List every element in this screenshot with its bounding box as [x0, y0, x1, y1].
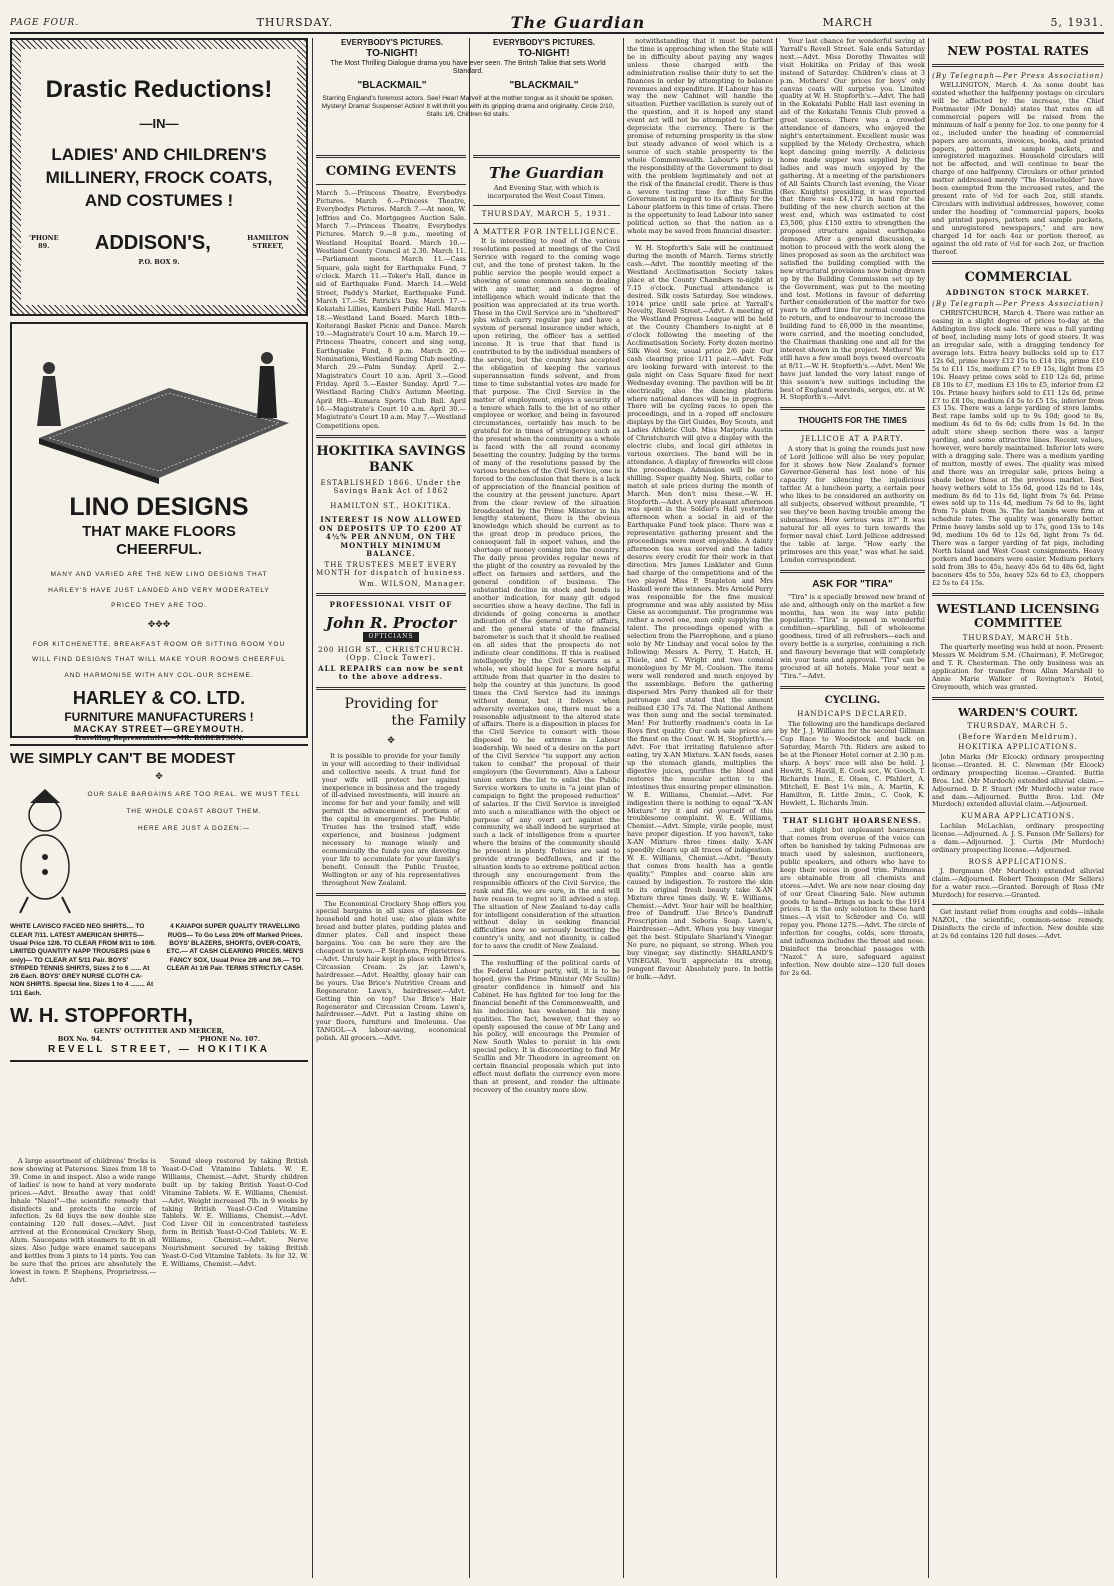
- header-date: 5, 1931.: [1050, 16, 1104, 30]
- header-month: MARCH: [822, 16, 874, 30]
- thoughts-title: THOUGHTS FOR THE TIMES: [798, 416, 907, 426]
- cycling-title: CYCLING.: [824, 694, 881, 706]
- addison-name: ADDISON'S,: [94, 231, 211, 254]
- lino-subhead: THAT MAKE FLOORS: [82, 522, 236, 540]
- addison-body: LADIES' AND CHILDREN'S MILLINERY, FROCK COATS, AND COSTUMES !: [45, 145, 273, 210]
- savings-bank-est: ESTABLISHED 1866. Under the Savings Bank Act of 1862: [320, 478, 462, 496]
- col1-notes: [10, 1158, 308, 1288]
- lino-text-1: MANY AND VARIED ARE THE NEW LINO DESIGNS THAT HARLEY'S HAVE JUST LANDED AND VERY MODERATELY PRICED THEY ARE TOO.: [48, 571, 270, 610]
- figure-man-head: [261, 352, 273, 364]
- cycling-body: The following are the handicaps declared by Mr J. J. Williams for the second Gillman Cup Race to Woodstock and back on Saturday, March 7th. Riders are asked to be at the Pioneer Hotel corner at 2.30 p.m. sharp. A boys' race will also be held. J. Hewitt, S. Havill, E. Cook scr., W. Gooch, T. Richards 1min., E. Olsen, C. Pfahlert, A. Mitchell, E. Best 1¼ min., A. Martin, K. Hamilton, R. Little 2min., C. Cook, K. Hewlett, L. Richards 3min.: [780, 719, 925, 807]
- warden-kumara-heading: KUMARA APPLICATIONS.: [961, 812, 1075, 821]
- clown-figure: [10, 787, 80, 917]
- editorial-dateline: THURSDAY, MARCH 5, 1931.: [481, 210, 612, 219]
- stopforth-phone: 'PHONE No. 107.: [197, 1035, 261, 1044]
- thoughts-heading: JELLICOE AT A PARTY.: [801, 435, 904, 444]
- page-number: PAGE FOUR.: [10, 17, 80, 28]
- lino-subhead-2: CHEERFUL.: [116, 540, 202, 558]
- family-title-1: Providing for: [344, 695, 438, 712]
- addison-title: Drastic Reductions!: [45, 76, 273, 103]
- harley-rep: Travelling Representative:—MR. ROBERTSON.: [74, 734, 244, 743]
- stock-market-body: CHRISTCHURCH, March 4. There was rather an easing in a slight degree of prices to-day at the Addington live stock sale. There was a full yarding of beef, including many lots of good steers. It was an irregular sale, with a dragging tendency for average lots. Extra heavy bullocks sold up to £17 12s 6d, prime heavy £12 15s to £14 10s, prime £10 5s to £11 15s, medium £7 to £9 15s, light from £5 10s. Heavy prime cows sold to £10 12s 6d, prime £8 10s to £7, medium £3 10s to £5, inferior from £2 10s. Prime heavy heifers sold to £11 12s 6d, prime £7 to £8 10s, medium £4 5s to £5 15s, inferior from £3 15s. There was a large yarding of store lambs. Best rape lambs sold up to 9s 10d; good to 8s, medium 4s 6d to 6s 6d; culls from 1s 6d. In the adult store sheep section there was a larger yarding, and some attractive lines. Recent values, however, were barely maintained. Inferior lots were with a dragging sale. There was a medium yarding of mutton, mostly of ewes. The quality was mixed and there was an irregular sale, prices being a shade below those at the previous market. Best heavy wethers sold to 15s 6d, good 12s 6d to 14s, medium 8s 6d to 11s 6d, light from 7s 6d. Prime ewes sold up to 11s 4d, medium 7s 6d to 9s, light from 7s plain from 3s. The fat lambs were firm at schedule rates. The quality was generally better. Prime heavy lambs sold up to 17s, good 13s to 14s 9d, medium 10s 6d to 12s 6d, light from 7s 6d. There was a larger yarding of fat pigs, including North Island and West Coast consignments. Heavy porkers and baconers were easier. Medium porkers sold from 38s to 45s, heavy 45s 6d to 48s 6d, light baconers 45s to 55s, heavy 52s 6d to £3, choppers £2 5s to £4 15s.: [932, 309, 1104, 587]
- header-day: THURSDAY.: [256, 16, 334, 30]
- postal-title: NEW POSTAL RATES: [947, 44, 1089, 58]
- proctor-repairs: ALL REPAIRS can now be sent to the above address.: [318, 663, 464, 682]
- pictures-tonight: TO-NIGHT!: [366, 47, 418, 59]
- stopforth-trade: GENTS' OUTFITTER AND MERCER,: [93, 1027, 225, 1036]
- addison-street-2: STREET,: [252, 242, 284, 251]
- pictures-tonight-2: TO-NIGHT!: [518, 47, 570, 59]
- stopforth-dozen: HERE ARE JUST A DOZEN:—: [137, 825, 251, 833]
- lino-floor: [39, 388, 289, 478]
- stopforth-contact: [10, 1036, 308, 1044]
- warden-hokitika-heading: HOKITIKA APPLICATIONS.: [958, 743, 1078, 752]
- stopforth-list-left: WHITE LAVISCO FACED NEG SHIRTS.... TO CLEAR 7/11. LATEST AMERICAN SHIRTS— Usual Price 12/6. TO CLEAR FROM 8/11 to 10/6. LIMITED QUANTITY NAPP TROUSERS (size 6 only)— TO CLEAR AT 5/11 Pair. BOYS' STRIPED TENNIS SHIRTS, Sizes 2 to 6 ...... At 2/6 Each. BOYS' GREY NURSE CLOTH CA-NON SHIRTS. Special line. Sizes 1 to 4 ........ At 1/11 Each.: [10, 923, 156, 997]
- savings-bank-manager: Wm. WILSON, Manager.: [358, 579, 466, 588]
- stopforth-advert: [10, 744, 308, 1154]
- savings-bank-title: HOKITIKA SAVINGS BANK: [316, 443, 466, 475]
- proctor-title: PROFESSIONAL VISIT OF: [329, 600, 453, 610]
- warden-hokitika-body: John Marks (Mr Elcock) ordinary prospecting license.—Granted. H. C. Newman (Mr Elcock) ordinary prospecting license.—Granted. Buttle Bros. Ltd. (Mr Murdoch) extended alluvial claim.—Adjourned. D. P. Stuart (Mr Murdoch) water race and dam.—Adjourned. Buttle Bros. Ltd. (Mr Murdoch) extended alluvial claim.—Adjourned.: [932, 752, 1104, 809]
- coming-events-list: March 5.—Princess Theatre, Everybodys Pictures. March 6.—Princess Theatre, Everybodys Pictures. March 7.—At noon, W. Jeffries and Co. Mortgagees Auction Sale. March 7.—Princess Theatre, Everybodys Pictures. March 9.—8 p.m., meeting of Westland Hospital Board. March 10.—Westland County Council at 2.30. March 11.—Parliament meets. March 11.—Cass Square, gala night for Earthquake Fund, 7 o'clock. March 11.—Toker's Hall, dance in aid of Earthquake Fund. March 14.—Weld Street, Paddy's Market, Earthquake Fund. March 17.—St. Patrick's Day. March 17.—Kokatahi Lillies, Kamberi Public Hall. March 18.—Westland Land Board. March 18th—Koiterangi Basket Picnic and Dance. March 19.—Magistrate's Court 10 a.m. March 19.—Princess Theatre, concert and sing song, Earthquake Fund, 8 p.m. March 26.—Nominations, Westland Racing Club meeting. March 29.—Palm Sunday. April 2.—Magistrate's Court 10 a.m. April 3.—Good Friday. April 5.—Easter Sunday. April 7.—Westland Racing Club's Autumn Meeting. April 8th—Kumara Sports Club Ball. April 16.—Magistrate's Court 10 a.m. April 30.—Magistrate's Court 10 a.m. May 7.—Westland Competitions open.: [316, 188, 466, 430]
- postal-body: WELLINGTON, March 4. As some doubt has existed whether the halfpenny postage on circulars will be affected by the increase, the Chief Postmaster (Mr Donald) states that rates on all commercial papers will be raised from the minimum of half a penny for 2oz. to one penny for 4 oz., included under the heading of commercial papers are accounts, invoices, books, and printed papers, pattern and sample packets, and unregistered magazines. Household circulars will not be affected, and will continue to bear the charge of one halfpenny. Circulars or other printed matter addressed merely "The Householder" have been exempted from the increased rates, and the present rate of ½d for each 2oz, still stands. Circulars with individual addresses, however, come under the heading of "commercial papers, books and printed papers, pattern and sample packets, and unregistered newspapers," and are now charged 1d for each 4oz or portion thereof, as against the old rate of ½d for each 2oz, or fraction thereof.: [932, 81, 1104, 256]
- lino-text-2: FOR KITCHENETTE, BREAKFAST ROOM OR SITTING ROOM YOU WILL FIND DESIGNS THAT WILL MAKE YOUR ROOMS CHEERFUL AND HARMONISE WITH ANY COL-OUR SCHEME.: [32, 640, 286, 680]
- star-ornament: ✥✥✥: [147, 619, 171, 630]
- figure-woman: [37, 376, 61, 426]
- stopforth-name: W. H. STOPFORTH,: [10, 1005, 193, 1028]
- licensing-title: WESTLAND LICENSING COMMITTEE: [936, 601, 1100, 631]
- stock-market-heading: ADDINGTON STOCK MARKET.: [946, 288, 1090, 298]
- proctor-logo-name: John R. Proctor: [325, 614, 457, 633]
- warden-title: WARDEN'S COURT.: [958, 705, 1078, 719]
- addison-box: P.O. BOX 9.: [138, 258, 180, 267]
- stopforth-address: REVELL STREET, — HOKITIKA: [10, 1044, 308, 1061]
- film-title: "BLACKMAIL": [357, 80, 427, 91]
- harley-name: HARLEY & CO. LTD.: [72, 687, 246, 708]
- addison-advert: [10, 38, 308, 316]
- warden-before: (Before Warden Meldrum).: [958, 732, 1078, 741]
- tira-body: "Tira" is a specially brewed new brand of ale and, although only on the market a few months, has won its way into public popularity. "Tira" is opened in wonderful condition—sparkling, full of wholesome goodness, tired of all refreshers—each and every bottle is a surprise, containing a rich and flavoury beverage that will completely win your taste and approval. "Tira" can be procured at all hotels. Make your next a "Tira."—Advt.: [780, 592, 925, 680]
- nazol-advert: Get instant relief from coughs and colds—inhale NAZOL, the scientific, common-sense remedy. Disinfects the circle of infection. New double size at 2s 6d contains 120 full doses.—Advt.: [932, 907, 1104, 940]
- cycling-heading: HANDICAPS DECLARED.: [797, 710, 908, 719]
- stopforth-lists: [10, 923, 308, 998]
- film-title-2: "BLACKMAIL": [509, 80, 579, 91]
- commercial-title: COMMERCIAL: [964, 270, 1072, 286]
- pictures-title: EVERYBODY'S PICTURES.: [340, 38, 444, 47]
- warden-kumara-body: Lachlan McLachlan, ordinary prospecting license.—Adjourned. A. J. S. Fenson (Mr Sellers) for a dam.—Adjourned. J. Curtis (Mr Murdoch) ordinary prospecting license.—Adjourned.: [932, 821, 1104, 854]
- pictures-cast: Starring England's foremost actors. See! Hear! Marvel! at the mother tongue as it should be spoken. Mystery! Drama! Suspense! Action! It will thrill you with its gripping drama and originality. Circle 2/10, Stalls 1/6, Children 6d stalls.: [321, 95, 615, 119]
- column-advertisements: [10, 38, 308, 1578]
- col5-notes: Your last chance for wonderful saving at Yarrall's Revell Street. Sale ends Saturday next.—Advt. Miss Dorothy Thwaites will visit Hokitika on Friday of this week instead of Saturday. Children's class at 3 p.m. Mothers! Our prices for boys' only canvas coats will surprise you. Limited quality at W. H. Stopforth's.—Advt. The hall in the Kokatahi Public Hall last evening in aid of the Kokatahi Tennis Club proved a great success. There was a crowded attendance of dancers, who enjoyed the night's entertainment. Excellent music was supplied by the Melody Orchestra, which kept dancing going merrily. A delicious home made supper was supplied by the ladies and was much enjoyed by the gathering. At a meeting of the parishioners of All Saints Church last evening, the Vicar (Rev. Knights) presiding, it was reported that there was £4,172 in hand for the building of the new church section at the west end, which was estimated to cost £3,500, plus £150 extra to strengthen the proposed structure against earthquake damage. After a general discussion, a motion to proceed with the work along the lines proposed as soon as the architect was satisfied the building complied with the new structural provisions now being drawn up by the Building Commission set up by the Government, was put to the meeting and lost. Motions in favour of deferring further consideration of the matter for two years to afford time for normal conditions to return, and to endeavour to increase the building fund to £6,000 in the meantime, were carried, and the meeting concluded, the Chairman thanking one and all for the interest shown in the project. Mothers! We still have a few small boys tweed overcoats at 8/11.—W. H. Stopforth's.—Advt. Men! We have just landed the very latest range of this season's new suitings including the best of England worsteds, serges, etc. at W. H. Stopforth's.—Advt.: [780, 38, 925, 402]
- hoarseness-title: THAT SLIGHT HOARSENESS.: [782, 815, 923, 825]
- coming-events-title: COMING EVENTS: [325, 164, 457, 179]
- notes-left: A large assortment of childrens' frocks is now showing at Patersons. Sizes from 18 to 39. Come in and inspect. Also a wide range of ladies' is now to hand at very moderate prices.—Advt. Breathe away that cold! Inhale "Nazol"—the scientific remedy that disinfects and protects the circle of infection. 2s 6d buys the new double size containing 120 full doses.—Advt. Just arrived at the Economical Crockery Shop, Alum. Saucepans with steamers to fit in all sizes. Also Judge ware enamel saucepans and kettles from 3 pints to 14 pints. You can be sure that the prices are absolutely the lowest in town. P. Stephens, Proprietress.—Advt.: [10, 1157, 156, 1284]
- addison-phone-label: 'PHONE: [29, 234, 59, 243]
- warden-ross-heading: ROSS APPLICATIONS.: [968, 857, 1068, 866]
- addison-street-1: HAMILTON: [247, 234, 289, 243]
- figure-woman-head: [43, 362, 55, 374]
- thoughts-body: A story that is going the rounds just now of Lord Jellicoe will also be very popular, for it shows how New Zealand's former Governor-General has lost none of his capacity for silencing the injudicious tattler. At a luncheon party, a certain peer who likes to be considered an authority on all subjects, observed without preamble, "I see they've been having trouble among the submarines. How serious was it?" It was natural for all eyes to turn towards the former naval chief. Lord Jellicoe addressed the table at large. "How early the primroses are this year," was what he said. London correspondent.: [780, 444, 925, 564]
- column-6: [932, 38, 1104, 1578]
- star-ornament-3: ✥: [387, 735, 395, 746]
- col4-notes: W. H. Stopforth's Sale will be continued during the month of March. Terms strictly cash.—Advt. The monthly meeting of the Westland Acclimatisation Society takes place at the County Chambers to-night at 7.15 o'clock. Punctual attendance is desired. Silk costs Saturday. See windows. 1914 price until sale price at Yarrall's Novelty, Revell Street.—Advt. A meeting of the Westland Progress League will be held at the County Chambers to-night at 8 o'clock following the meeting of the Acclimatisation Society. Forty dozen merino Silk Wool Sox; usual price 2/6 pair. Our cash clearing price 1/11 pair.—Advt. Folk are looking forward with interest to the gala night on Cass Square fixed for next Wednesday evening. The pavilion will be lit electrically, also the dancing platform where national dances will be in progress. There will be cycling races to open the proceedings, and in a roped off enclosure displays by the Girl Guides, Boy Scouts, and Ladies Athletic Club. Miss Marjorie Austin of Christchurch will give a display with the electric clubs, and local girl athletes in various exercises. The band will be in attendance. A display of fireworks will close the proceedings. Admission will be one shilling. Super quality Neg. Shirts, collar to match at sale prices during the month of March. Men don't miss these.—W. H. Stopforth.—Advt. A very pleasant afternoon was spent in the Soldier's Hall yesterday afternoon when a social in aid of the Earthquake Fund took place. There was a representative gathering present and the proceedings were most enjoyable. A dainty afternoon tea was served and the ladies deserve every credit for their work in that direction. Mrs James Linklater and Gunn had charge of the competitions and of the two played Miss P. Stapleton and Mrs Haskell were the winners. Mrs Arnold Perry was responsible for the fine musical programme and was ably assisted by Miss Giese as accompanist. The programme was rather a novel one, men only supplying the talent. The proceedings opened with a selection from the Pierrophone, and a piano solo by Mr Lindsay and vocal solos by the following: Messrs A. Perry, T. Hatch, H. Thiele, and C. Wright and two comical monologues by Mr M. Coulson. The items were well rendered and much enjoyed by the assemblage. Before the gathering dispersed Mrs Perry thanked all for their patronage and stated that the amount realised £30 17s 7d. The National Anthem was then sung and the social terminated. Men! For butterfly roadmen's coats in Le Roys first quality. Our cash sale prices are the finest on the Coast. W. H. Stopforth's.—Advt. For that irritating flatulence after eating, try X-AN Mixture. X-AN feeds, eases up the stomach glands, multiplies the digestive juices, purifies the blood and restores the muscular action to the intestines thus ensuring proper elimination. W. E. Williams, Chemist.—Advt. For indigestion there is nothing to equal "X-AN Mixture" try it and rid yourself of this troublesome complaint. W. E. Williams, Chemist.—Advt. Simple, virile people, must have proper digestion. If you haven't, take X-AN Mixture three times daily. X-AN speedily clears up all traces of indigestion. W. E. Williams, Chemist.—Advt. "Beauty that comes from health has a gentle quality." Pimples and coarse skin are caused by indigestion. To restore the skin to its original fresh beauty take X-AN Mixture three times daily. W. E. Williams, Chemist.—Advt. Your hair will be healthier, free of Dandruff. Use Brice's Dandruff Prescription and Seboria Soap. Lawn's, Hairdresser.—Advt. When you buy vinegar get the best. Stipulate Sharland's Vinegar. No pure, no piquant, so strong. When you buy vinegar, say distinctly: SHARLAND'S VINEGAR. You'll appreciate its strong, pungent flavour. Absolutely pure. In bottle or bulk.—Advt.: [627, 244, 773, 981]
- column-2: [316, 150, 466, 1578]
- proctor-address: 200 HIGH ST., CHRISTCHURCH. (Opp. Clock Tower).: [318, 645, 464, 663]
- harley-advert: [10, 322, 308, 743]
- family-body: It is possible to provide for your family in your will according to their individual and collective needs. A trust fund for your wife will protect her against inexperience in business and the tragedy of ill-advised investments, will insure an income for her and your family, and will permit the advancement of portions of the capital in emergencies. The Public Trustee has the trained staff, wide experience, and business judgment necessary to manage wisely and economically the funds you are devoting your life to accumulate for your family's benefit. Consult the Public Trustee, Wellington or any of his representatives throughout New Zealand.: [322, 751, 460, 887]
- proctor-logo-sub: OPTICIANS: [363, 632, 420, 641]
- warden-date: THURSDAY, MARCH 5.: [967, 722, 1069, 731]
- col2-notes: The Economical Crockery Shop offers you special bargains in all sizes of glasses for household and hotel use; also plain white bread and butter plates, pudding plates and dinner plates. Cell and inspect these bargains. You can be sure they are the cheapest in town.—P. Stephens, Proprietress.—Advt. Unruly hair kept in place with Brice's Circassian Cream. 2s jar. Lawn's, hairdresser.—Advt. Healthy, glossy hair can be yours. Use Brice's Nutritive Cream and Regenerator. Lawn's, hairdresser.—Advt. Getting thin on top? Use Brice's Hair Regenerator and Circassian Cream. Lawn's, hairdresser.—Advt. Put a lasting shine on your floors, furniture and linoleums. Use TANGOL—A labour-saving, economical polish. All grocers.—Advt.: [316, 899, 466, 1043]
- licensing-body: The quarterly meeting was held at noon. Present: Messrs W. Meldrum S.M. (Chairman), F. McGregor, and T. R. Chesterman. The only business was an application for transfer from Allan Marshall to Annie Marie Walker of Revington's Hotel, Greymouth, which was granted.: [932, 643, 1104, 692]
- editorial-masthead: The Guardian: [489, 164, 604, 182]
- family-title: [316, 696, 466, 730]
- family-title-2: the Family: [391, 712, 466, 729]
- stopforth-intro: [80, 787, 308, 917]
- addison-phone-no: 89.: [38, 242, 50, 251]
- pictures-advert: [316, 38, 620, 148]
- column-4: [627, 38, 773, 1578]
- harley-address: MACKAY STREET—GREYMOUTH.: [73, 724, 245, 735]
- stock-byline: (By Telegraph—Per Press Association): [932, 299, 1104, 308]
- stopforth-intro-text: OUR SALE BARGAINS ARE TOO REAL. WE MUST TELL THE WHOLE COAST ABOUT THEM.: [87, 791, 301, 816]
- pictures-body: The Most Thrilling Dialogue drama you have ever seen. The British Talkie that sets World Standard.: [330, 59, 606, 76]
- stopforth-headline: WE SIMPLY CAN'T BE MODEST: [10, 750, 236, 767]
- column-5: [780, 38, 925, 1578]
- figure-man: [257, 366, 277, 418]
- pictures-title-2: EVERYBODY'S PICTURES.: [492, 38, 596, 47]
- stopforth-list-right: 4 KAIAPOI SUPER QUALITY TRAVELLING RUGS— To Go Less 20% off Marked Prices. BOYS' BLAZERS, SHORTS, OVER-COATS, ETC.— AT CASH CLEARING PRICES. MEN'S FANCY SOX, Usual Price 2/6 and 3/6.— TO CLEAR At 1/6 Pair. TERMS STRICTLY CASH.: [166, 923, 304, 972]
- page-header: [10, 14, 1104, 34]
- licensing-date: THURSDAY, MARCH 5th.: [962, 633, 1074, 642]
- leader-heading: A MATTER FOR INTELLIGENCE.: [473, 227, 620, 236]
- hoarseness-body: ...not slight but unpleasant hoarseness that comes from overuse of the voice can often be banished by taking Pulmonas are much used by salesmen, auctioneers, public speakers, and others who have to keep their voices in good trim. Pulmonas are obtainable from all chemists and stores.—Advt. We are now near closing day of our Great Clearing Sale. New autumn goods to hand—Brings us back to the 1914 prices. It is the only solution to these hard times.—A visit to Schroder and Co. will repay you. Phone 127S.—Advt. The circle of infection for coughs, colds, sore throats, and influenza includes the throat and nose. Disinfect the bronchial passages with "Nazol." A sure, safeguard against infection. New double size—120 full doses for 2s 6d.: [780, 826, 925, 977]
- lino-illustration: [19, 328, 299, 488]
- reshuffle-body: The reshuffling of the political cards of the Federal Labour party, will, it is to be hoped, give the Prime Minister (Mr Scullin) greater confidence in himself and his Cabinet. He has fighted for too long for the financial benefit of the Commonwealth, and his indecision has weakened his many qualities. The fact, however, that they so openly espoused the cause of Mr Lang and his policy, will encourage the Premier of New South Wales to persist in his own special policy. It is disconcerting to find Mr Scullin and Mr Theodore in agreement on certain financial proposals which put into effect must deflate the currency even more than at present, and render the ultimate recovery of the country more slow.: [473, 959, 620, 1094]
- notes-right: Sound sleep restored by taking British Yeast-O-Cod Vitamine Tablets. W. E. Williams, Chemist.—Advt. Sturdy children built up by taking British Yeast-O-Cod Vitamine Tablets. W. E. Williams, Chemist.—Advt. Weight increased 7lb. in 9 weeks by taking British Yeast-O-Cod Vitamine Tablets. W. E. Williams, Chemist.—Advt. Cod Liver Oil in concentrated tasteless form in British Yeast-O-Cod Tablets. W. E. Williams, Chemist.—Advt. Nerve Nourishment secured by taking British Yeast-O-Cod Vitamine Tablets. 3s for 32. W. E. Williams, Chemist.—Advt.: [162, 1157, 308, 1268]
- lino-headline: LINO DESIGNS: [69, 493, 249, 521]
- masthead: The Guardian: [510, 13, 646, 33]
- proctor-logo: [316, 614, 466, 642]
- savings-bank-interest: INTEREST IS NOW ALLOWED ON DEPOSITS UP TO £200 AT 4½% PER ANNUM, ON THE MONTHLY MINIMUM BALANCE.: [319, 515, 463, 559]
- savings-bank-trustees: THE TRUSTEES MEET EVERY MONTH for dispatch of business.: [316, 560, 466, 578]
- harley-trade: FURNITURE MANUFACTURERS !: [64, 709, 254, 724]
- stopforth-top: [10, 787, 308, 917]
- addison-in: —IN—: [139, 116, 179, 132]
- warden-ross-body: J. Bergmann (Mr Murdoch) extended alluvial claim.—Adjourned. Robert Thompson (Mr Sellers) for a water race.—Granted. Borough of Ross (Mr Murdoch) for reserve.—Granted.: [932, 867, 1104, 899]
- column-3-editorial: [473, 150, 620, 1578]
- postal-byline: (By Telegraph—Per Press Association): [932, 71, 1104, 80]
- savings-bank-address: HAMILTON ST., HOKITIKA.: [330, 501, 452, 510]
- col4-continued: notwithstanding that it must be patent the time is approaching when the State will be in difficulty about paying any wages unless those charged with the administration realise their duty to set the finances in order by attempting to balance revenues and expenditure. If Labour has its way the new Cabinet will handle the situation. Further vacillation is surely out of the question, and it is hoped any stand event act will not be attempted to further depreciate the currency. There is the promise of returning prosperity in the slow but steady advance of wool which is a source of such stable prosperity to the whole Commonwealth. Labour's policy is the responsibility of the Government to deal with the problem legitimately and not at the risk of the financial credit. There is thus a severe testing time for the Scullin Government in regard to its affinity for the Labour platform in this time of crisis. There is the opportunity to lead Labour into saner political action so that the nation as a whole may be saved from financial disaster.: [627, 38, 773, 236]
- leader-body: It is interesting to read of the various resolutions passed at meetings of the Civil Service with regard to the coming wage cut, and the tone of protest taken. In the public service the people would expect a showing of some common sense in dealing with any matter, and a degree of intelligence which would indicate that the position was appreciated at its true worth. Those in the Civil Service are in "sheltered" jobs which carry regular pay and have a system of personal insurance under which, upon retiring, the officer has a settled income. It is true that that fund is contributed to by the individual members of the service, but the country has accepted the obligation of keeping the various superannuation funds solvent, and from time to time substantial votes are made for that purpose. The Civil Service in the matter of employment, enjoys a security of a tenure which falls to the lot of no other employee or worker, and being in favoured circumstances, certainly has much to be grateful for in times of stringency such as the present when the community as a whole is faced with the all round economy besetting the country. Judging by the terms of many of the resolutions passed by the various branches of the Civil Service, one is forced to the conclusion that there is a lack of appreciation of the financial position of the country at the present juncture. Apart from the clear review of the situation broadcasted by the Prime Minister in his lengthy statement, there is the obvious knowledge which should be current as to the great drop in produce prices, the consequent fall in export values, and the shortage of money coming into the country. The daily press provides regular news of the plight of the country as revealed by the effect on farmers and settlers, and the general condition of business. The substantial decline in stock and bonds is another indication, for many gilt edged securities show a heavy decline. The fall in dividends of going concerns is another indication of the general state of affairs, and the general state of the financial barometer is such that it should be realised on all sides that the prospects do not indicate clear conditions. If this is realised intelligently by the Civil Servants as a whole, we should hope for a more helpful attitude from that quarter in the desire to help the country at this juncture. In good times the Civil Service had its innings without demur, but it follows when adversity overtakes one, there must be a reasonable adjustment to the altered state of affairs. There is a disposition in places for the Civil Service to consort with those disposed to be extreme in Labour leadership. We need of a desire on the part of the Civil Service "to support any action taken to combat" the proposal of their employers (the Government). Also a Labour union enters the list to enlist the Public Service workers to unite in "a joint plan of campaign to fight the proposed reduction" of salaries. If the Civil Service is inveigled into such a miscalliance with the object or purpose of any overt act against the community, we shall indeed be surprised at such a lack of intelligence from a quarter where the brains of the community should be present in plenty. Policies are said to provide strange bedfellows, and if the situation leads to so extreme political action through any encouragement from the responsible officers of the Civil Service, the rank and file, we are sure, in the end will have reason to regret so ill advised a step. The situation of New Zealand to-day calls for intelligent consideration of the situation without delay in seeking financial difficulties now so seriously besetting the country's unity, and not disunity, is called for to save the credit of New Zealand.: [473, 237, 620, 951]
- stopforth-box: BOX No. 94.: [57, 1035, 103, 1044]
- addison-contact: [29, 231, 289, 255]
- editorial-subtitle: And Evening Star, with which is incorporated the West Coast Times.: [487, 184, 606, 201]
- tira-title: ASK FOR "TIRA": [812, 578, 893, 590]
- star-ornament-2: ✥: [155, 772, 163, 783]
